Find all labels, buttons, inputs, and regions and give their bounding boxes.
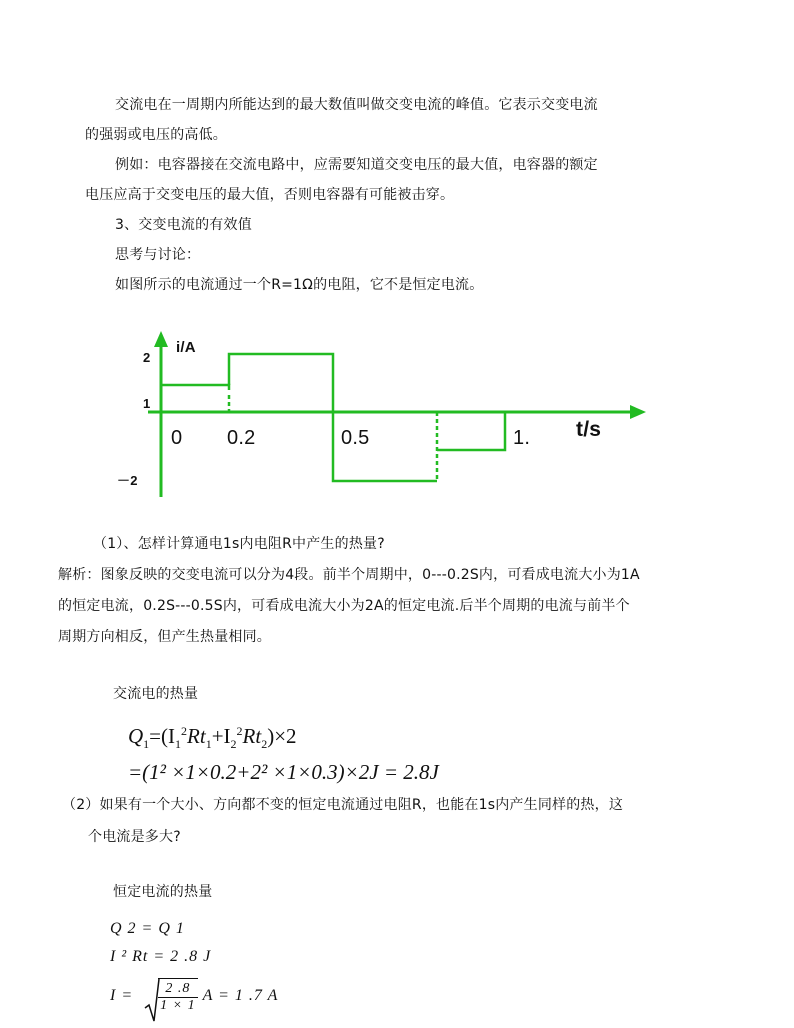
formula-i2rt: I ² Rt = 2 .8 J bbox=[110, 948, 212, 965]
q1-part-d: +I bbox=[211, 724, 231, 748]
q1-part-f: )×2 bbox=[267, 724, 297, 748]
paragraph-peak-line1: 交流电在一周期内所能达到的最大数值叫做交变电流的峰值。它表示交变电流 bbox=[115, 97, 598, 113]
formula-q2-eq: Q 2 = Q 1 bbox=[110, 920, 185, 937]
segment-0-0.2 bbox=[161, 385, 229, 390]
segment-0.8-1 bbox=[437, 412, 505, 450]
section-heading: 3、交变电流的有效值 bbox=[115, 217, 252, 233]
y-axis bbox=[154, 331, 168, 497]
discussion-label: 思考与讨论： bbox=[115, 247, 201, 263]
formula-q1-line2: =(1² ×1×0.2+2² ×1×0.3)×2J = 2.8J bbox=[128, 760, 439, 784]
graph-intro: 如图所示的电流通过一个R=1Ω的电阻，它不是恒定电流。 bbox=[115, 277, 484, 293]
y-tick-neg2: －2 bbox=[117, 473, 138, 488]
analysis-line3: 周期方向相反，但产生热量相同。 bbox=[58, 629, 271, 645]
fraction-numerator: 2 .8 bbox=[158, 981, 197, 998]
current-waveform bbox=[161, 354, 505, 481]
formula-current-right: A = 1 .7 A bbox=[202, 987, 279, 1004]
q1-part-e: Rt bbox=[242, 724, 262, 748]
paragraph-peak-line2: 的强弱或电压的高低。 bbox=[85, 127, 227, 143]
formula-current-left: I = bbox=[110, 987, 134, 1004]
formula-q1-line1: $Q_1=(I_1^2Rt_1+I_2^2Rt_2)\times 2$ bbox=[128, 724, 297, 752]
formula-current bbox=[110, 978, 278, 1024]
sqrt-icon bbox=[144, 978, 197, 1014]
analysis-line2: 的恒定电流，0.2S---0.5S内，可看成电流大小为2A的恒定电流.后半个周期的电流与前半个 bbox=[58, 598, 630, 614]
x-tick-0.5: 0.5 bbox=[341, 427, 370, 449]
x-tick-0.2: 0.2 bbox=[227, 427, 256, 449]
x-tick-1: 1. bbox=[513, 427, 531, 449]
q1-sub: 1 bbox=[143, 737, 150, 752]
y-axis-label: i/A bbox=[176, 339, 196, 356]
ac-heat-label: 交流电的热量 bbox=[113, 686, 199, 702]
dc-heat-label: 恒定电流的热量 bbox=[113, 884, 213, 900]
y-tick-2: 2 bbox=[143, 350, 151, 365]
x-axis bbox=[148, 405, 646, 419]
paragraph-example-line1: 例如：电容器接在交流电路中，应需要知道交变电压的最大值，电容器的额定 bbox=[115, 157, 598, 173]
question-2-line1: （2）如果有一个大小、方向都不变的恒定电流通过电阻R，也能在1s内产生同样的热，这 bbox=[62, 797, 624, 813]
y-tick-1: 1 bbox=[143, 396, 151, 411]
segment-0.2-0.5 bbox=[229, 354, 437, 481]
q1-part-b: =(I bbox=[149, 724, 176, 748]
q1-part-c: Rt bbox=[187, 724, 206, 748]
fraction-denominator: 1 × 1 bbox=[160, 998, 196, 1013]
paragraph-example-line2: 电压应高于交变电压的最大值，否则电容器有可能被击穿。 bbox=[85, 187, 455, 203]
question-2-line2: 个电流是多大? bbox=[88, 829, 181, 845]
analysis-line1: 解析：图象反映的交变电流可以分为4段。前半个周期中，0---0.2S内，可看成电流大小为1A bbox=[58, 567, 640, 583]
x-axis-label: t/s bbox=[576, 418, 602, 441]
question-1: （1）、怎样计算通电1s内电阻R中产生的热量? bbox=[93, 536, 385, 552]
x-tick-0: 0 bbox=[171, 427, 183, 449]
q1-symbol: Q bbox=[128, 724, 144, 748]
